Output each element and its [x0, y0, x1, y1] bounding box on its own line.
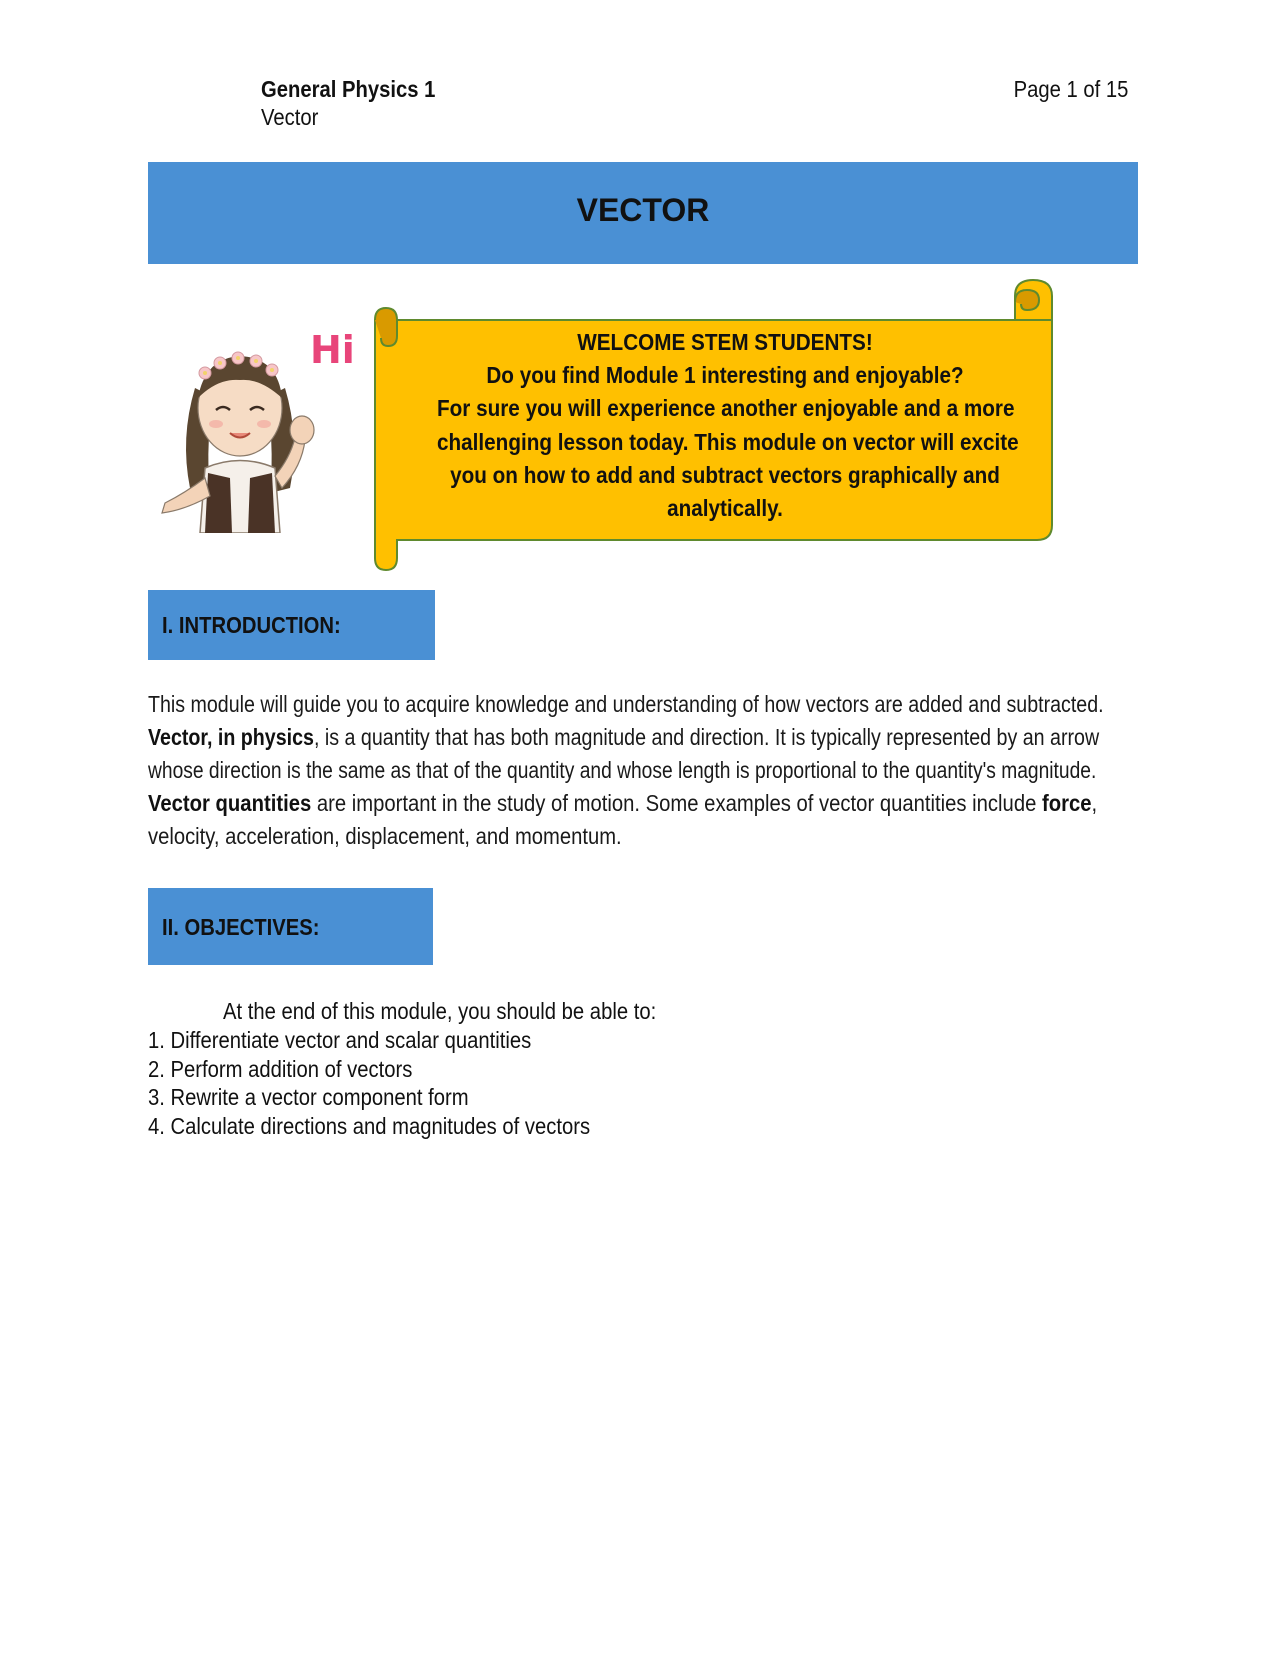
welcome-line: challenging lesson today. This module on vector will excite: [437, 428, 1019, 455]
list-item: 3. Rewrite a vector component form: [148, 1084, 469, 1111]
topic-subtitle: Vector: [261, 104, 319, 130]
intro-line: Vector, in physics, is a quantity that has both magnitude and direction. It is typically represented by an arrow: [148, 724, 1100, 750]
term-force: force: [1041, 790, 1092, 816]
title-banner: [148, 162, 1138, 264]
course-title: General Physics 1: [261, 76, 436, 102]
intro-line: This module will guide you to acquire knowledge and understanding of how vectors are added and subtracted.: [148, 691, 1104, 717]
page-title: VECTOR: [576, 192, 710, 228]
objectives-intro: At the end of this module, you should be able to:: [223, 998, 657, 1024]
welcome-line: you on how to add and subtract vectors graphically and: [450, 461, 1000, 488]
page-indicator: Page 1 of 15: [1013, 76, 1128, 102]
introduction-heading: I. INTRODUCTION:: [162, 612, 341, 638]
welcome-message: [405, 326, 1045, 525]
intro-line: Vector quantities are important in the study of motion. Some examples of vector quantities include force,: [148, 790, 1098, 816]
objectives-list: [148, 1026, 650, 1141]
intro-line: velocity, acceleration, displacement, and momentum.: [148, 823, 622, 849]
greeting-text: Hi: [310, 328, 355, 372]
introduction-heading-box: [148, 590, 435, 660]
term-vector: Vector, in physics: [148, 724, 314, 750]
objectives-heading-box: [148, 888, 433, 965]
list-item: 4. Calculate directions and magnitudes of vectors: [148, 1113, 591, 1140]
list-item: 1. Differentiate vector and scalar quantities: [148, 1027, 532, 1053]
term-vector-quantities: Vector quantities: [148, 790, 312, 816]
welcome-line: WELCOME STEM STUDENTS!: [577, 329, 873, 355]
introduction-paragraph: [148, 688, 1138, 853]
welcome-line: analytically.: [667, 495, 783, 522]
welcome-line: Do you find Module 1 interesting and enjoyable?: [486, 362, 964, 389]
waving-girl-illustration: [150, 318, 360, 533]
list-item: 2. Perform addition of vectors: [148, 1055, 413, 1082]
intro-line: whose direction is the same as that of the quantity and whose length is proportional to the quantity's magnitude.: [148, 757, 1097, 783]
welcome-line: For sure you will experience another enjoyable and a more: [437, 395, 1015, 422]
objectives-heading: II. OBJECTIVES:: [162, 914, 320, 940]
